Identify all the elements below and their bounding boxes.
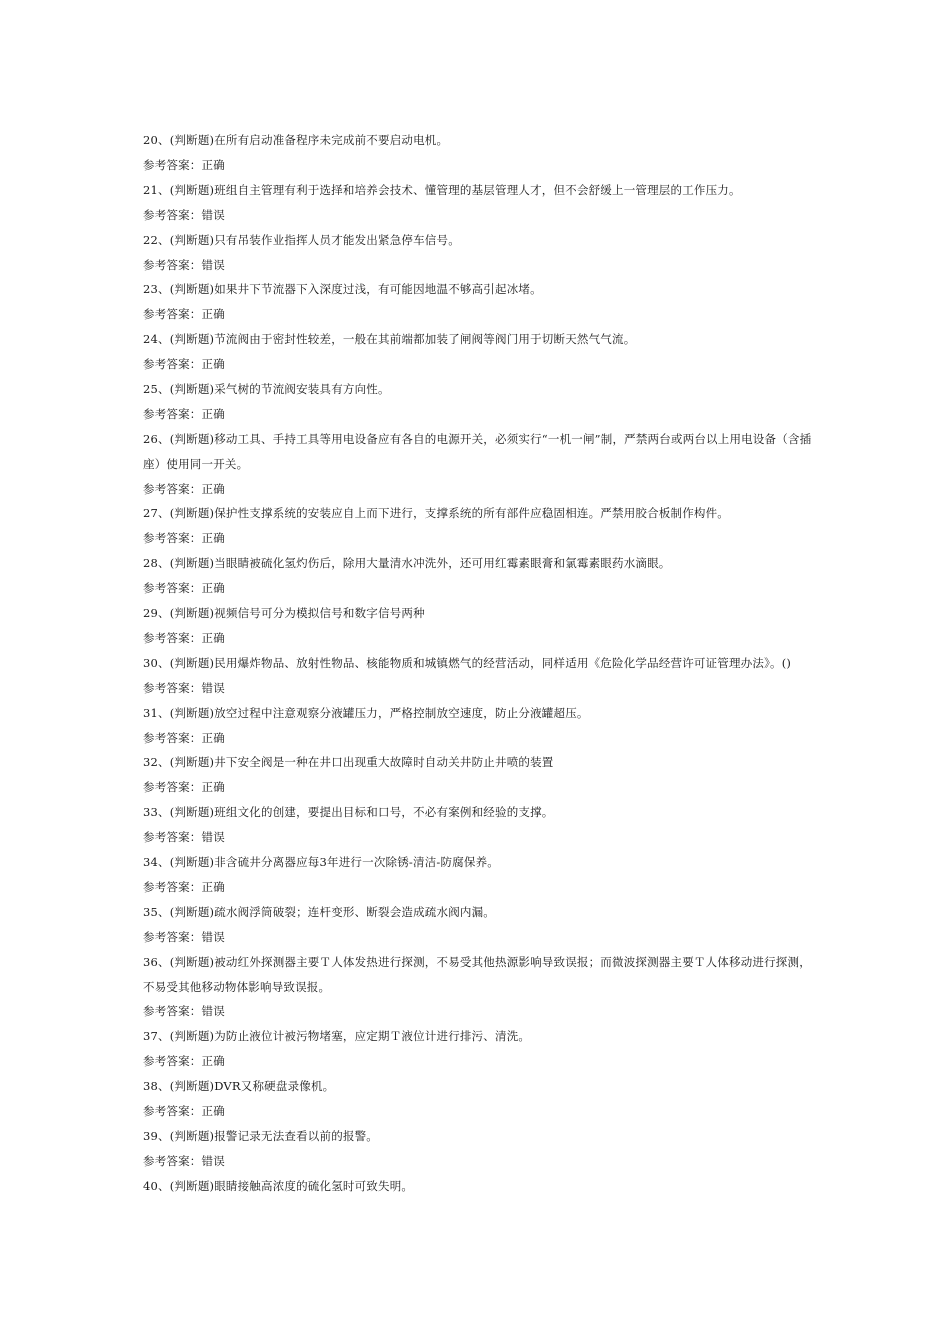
answer-value: 错误 — [201, 680, 225, 695]
question-text: 32、(判断题)井下安全阀是一种在井口出现重大故障时自动关井防止井喷的装置 — [143, 755, 554, 770]
question-text: 28、(判断题)当眼睛被硫化氢灼伤后，除用大量清水冲洗外，还可用红霉素眼膏和氯霉素眼药水滴眼。 — [143, 556, 671, 571]
answer-label: 参考答案： — [143, 879, 202, 894]
answer-label: 参考答案： — [143, 481, 202, 496]
answer-line — [143, 253, 815, 278]
question-text: 20、(判断题)在所有启动准备程序未完成前不要启动电机。 — [143, 133, 449, 147]
answer-value: 正确 — [201, 1054, 225, 1069]
answer-label: 参考答案： — [143, 207, 202, 222]
question-text: 23、(判断题)如果井下节流器下入深度过浅，有可能因地温不够高引起冰堵。 — [143, 282, 542, 297]
answer-line — [143, 999, 815, 1024]
answer-line — [143, 477, 815, 502]
answer-label: 参考答案： — [143, 581, 202, 596]
answer-value: 正确 — [201, 157, 225, 172]
answer-label: 参考答案： — [143, 1054, 202, 1069]
answer-label: 参考答案： — [143, 1153, 202, 1168]
question-text: 40、(判断题)眼睛接触高浓度的硫化氢时可致失明。 — [143, 1178, 414, 1193]
answer-label: 参考答案： — [143, 406, 202, 421]
answer-value: 错误 — [201, 207, 225, 222]
answer-line — [143, 302, 815, 327]
answer-label: 参考答案： — [143, 630, 202, 645]
answer-value: 错误 — [201, 929, 225, 944]
answer-label: 参考答案： — [143, 307, 202, 322]
answer-line — [143, 925, 815, 950]
question-text: 37、(判断题)为防止液位计被污物堵塞，应定期Ｔ液位计进行排污、清洗。 — [143, 1029, 531, 1044]
answer-label: 参考答案： — [143, 680, 202, 695]
question-text: 34、(判断题)非含硫井分离器应每3年进行一次除锈-清洁-防腐保养。 — [143, 855, 499, 870]
answer-line — [143, 676, 815, 701]
question-text: 26、(判断题)移动工具、手持工具等用电设备应有各自的电源开关，必须实行“一机一闸”制，严禁两台或两台以上用电设备（含插座）使用同一开关。 — [143, 431, 812, 471]
answer-line — [143, 1049, 815, 1074]
answer-value: 正确 — [201, 630, 225, 645]
answer-label: 参考答案： — [143, 830, 202, 845]
answer-line — [143, 726, 815, 751]
answer-value: 错误 — [201, 830, 225, 845]
answer-line — [143, 626, 815, 651]
answer-value: 正确 — [201, 406, 225, 421]
question-text: 27、(判断题)保护性支撑系统的安装应自上而下进行，支撑系统的所有部件应稳固相连。严禁用胶合板制作构件。 — [143, 506, 730, 521]
answer-value: 正确 — [201, 581, 225, 596]
document-page — [143, 128, 815, 1199]
answer-label: 参考答案： — [143, 1004, 202, 1019]
question-text: 31、(判断题)放空过程中注意观察分液罐压力，严格控制放空速度，防止分液罐超压。 — [143, 705, 589, 720]
answer-line — [143, 153, 815, 178]
answer-value: 正确 — [201, 780, 225, 795]
answer-label: 参考答案： — [143, 929, 202, 944]
answer-line — [143, 1099, 815, 1124]
question-text: 36、(判断题)被动红外探测器主要Ｔ人体发热进行探测，不易受其他热源影响导致误报；而微波探测器主要Ｔ人体移动进行探测，不易受其他移动物体影响导致误报。 — [143, 954, 811, 994]
question-text: 39、(判断题)报警记录无法查看以前的报警。 — [143, 1128, 379, 1143]
answer-label: 参考答案： — [143, 730, 202, 745]
question-text: 33、(判断题)班组文化的创建，要提出目标和口号，不必有案例和经验的支撑。 — [143, 805, 554, 820]
answer-line — [143, 352, 815, 377]
question-text: 35、(判断题)疏水阀浮筒破裂；连杆变形、断裂会造成疏水阀内漏。 — [143, 904, 496, 919]
answer-line — [143, 203, 815, 228]
answer-value: 错误 — [201, 1153, 225, 1168]
answer-value: 正确 — [201, 357, 225, 372]
answer-value: 正确 — [201, 307, 225, 322]
answer-label: 参考答案： — [143, 780, 202, 795]
question-text: 24、(判断题)节流阀由于密封性较差，一般在其前端都加装了闸阀等阀门用于切断天然气气流。 — [143, 332, 636, 347]
question-text: 30、(判断题)民用爆炸物品、放射性物品、核能物质和城镇燃气的经营活动，同样适用《危险化学品经营许可证管理办法》。() — [143, 655, 792, 670]
answer-line — [143, 576, 815, 601]
answer-label: 参考答案： — [143, 1104, 202, 1119]
answer-line — [143, 402, 815, 427]
answer-label: 参考答案： — [143, 157, 202, 172]
answer-line — [143, 875, 815, 900]
question-text: 22、(判断题)只有吊装作业指挥人员才能发出紧急停车信号。 — [143, 232, 460, 247]
answer-value: 正确 — [201, 730, 225, 745]
question-text: 29、(判断题)视频信号可分为模拟信号和数字信号两种 — [143, 606, 425, 621]
answer-label: 参考答案： — [143, 257, 202, 272]
answer-value: 正确 — [201, 1104, 225, 1119]
question-text: 25、(判断题)采气树的节流阀安装具有方向性。 — [143, 381, 390, 396]
answer-line — [143, 775, 815, 800]
answer-line — [143, 526, 815, 551]
answer-line — [143, 825, 815, 850]
question-text: 21、(判断题)班组自主管理有利于选择和培养会技术、懂管理的基层管理人才，但不会舒缓上一管理层的工作压力。 — [143, 182, 741, 197]
answer-value: 正确 — [201, 531, 225, 546]
answer-value: 正确 — [201, 879, 225, 894]
question-text: 38、(判断题)DVR又称硬盘录像机。 — [143, 1079, 335, 1094]
answer-value: 错误 — [201, 1004, 225, 1019]
answer-label: 参考答案： — [143, 357, 202, 372]
answer-value: 错误 — [201, 257, 225, 272]
answer-value: 正确 — [201, 481, 225, 496]
answer-line — [143, 1149, 815, 1174]
answer-label: 参考答案： — [143, 531, 202, 546]
